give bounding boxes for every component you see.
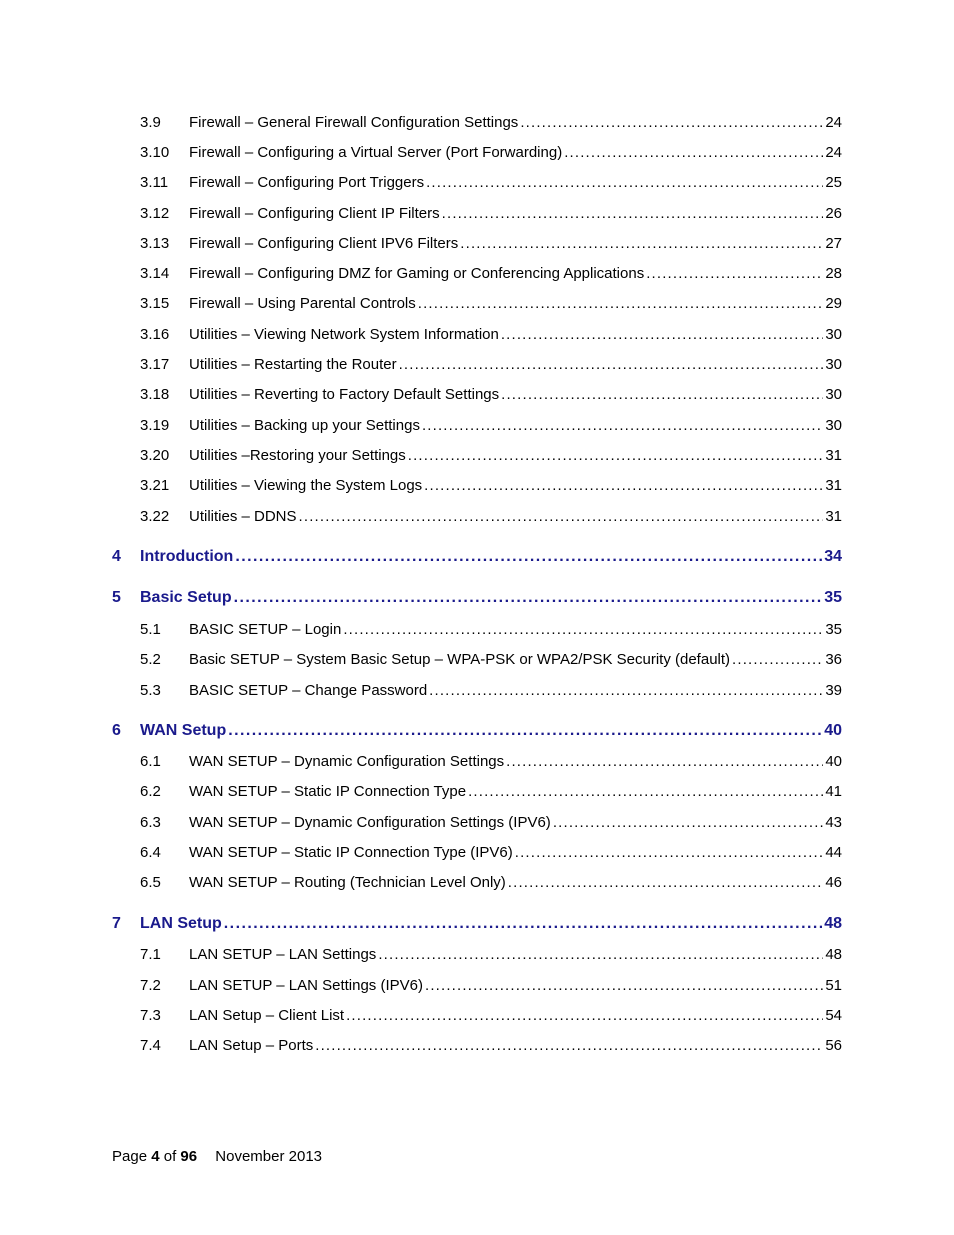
toc-subsection-entry[interactable]	[0, 974, 954, 998]
toc-entry-page-number: 35	[825, 621, 842, 638]
toc-entry-page-number: 29	[825, 295, 842, 312]
toc-entry-title: WAN SETUP – Static IP Connection Type (IPV6)	[189, 844, 513, 861]
toc-dot-leader	[520, 114, 823, 132]
toc-section-entry[interactable]	[0, 719, 954, 743]
toc-entry-page-number: 36	[825, 651, 842, 668]
toc-entry-page-number: 30	[825, 326, 842, 343]
toc-subsection-entry[interactable]	[0, 171, 954, 195]
toc-entry-page-number: 51	[825, 977, 842, 994]
toc-dot-leader	[460, 235, 823, 253]
toc-entry-title: LAN SETUP – LAN Settings (IPV6)	[189, 977, 423, 994]
toc-entry-number: 7.3	[140, 1007, 161, 1024]
toc-entry-line	[189, 205, 842, 223]
toc-subsection-entry[interactable]	[0, 262, 954, 286]
toc-entry-number: 7.4	[140, 1037, 161, 1054]
toc-subsection-entry[interactable]	[0, 232, 954, 256]
toc-entry-number: 7.1	[140, 946, 161, 963]
toc-entry-number: 6.1	[140, 753, 161, 770]
toc-entry-page-number: 43	[825, 814, 842, 831]
footer-page-total: 96	[180, 1148, 198, 1165]
toc-entry-line	[189, 326, 842, 344]
toc-subsection-entry[interactable]	[0, 1034, 954, 1058]
toc-entry-title: WAN SETUP – Dynamic Configuration Settings (IPV6)	[189, 814, 551, 831]
toc-entry-title: WAN SETUP – Static IP Connection Type	[189, 783, 467, 800]
toc-entry-number: 3.17	[140, 356, 170, 373]
toc-entry-page-number: 48	[825, 946, 842, 963]
toc-entry-page-number: 30	[825, 417, 842, 434]
toc-subsection-entry[interactable]	[0, 292, 954, 316]
toc-entry-page-number: 54	[825, 1007, 842, 1024]
toc-entry-number: 5.1	[140, 621, 161, 638]
toc-entry-page-number: 40	[825, 753, 842, 770]
toc-entry-line	[189, 174, 842, 192]
toc-entry-line	[189, 651, 842, 669]
toc-dot-leader	[234, 589, 823, 607]
toc-entry-line	[189, 874, 842, 892]
toc-entry-line	[189, 386, 842, 404]
toc-entry-title: Firewall – Configuring Port Triggers	[189, 174, 425, 191]
toc-entry-number: 7.2	[140, 977, 161, 994]
toc-entry-title: Firewall – Using Parental Controls	[189, 295, 416, 312]
toc-dot-leader	[228, 722, 822, 740]
toc-section-entry[interactable]	[0, 586, 954, 610]
toc-entry-line	[140, 548, 842, 566]
toc-entry-title: BASIC SETUP – Login	[189, 621, 342, 638]
toc-entry-page-number: 30	[825, 356, 842, 373]
toc-dot-leader	[418, 295, 824, 313]
toc-entry-title: WAN SETUP – Routing (Technician Level Only)	[189, 874, 506, 891]
toc-entry-number: 3.9	[140, 114, 161, 131]
toc-dot-leader	[378, 946, 823, 964]
toc-subsection-entry[interactable]	[0, 618, 954, 642]
toc-subsection-entry[interactable]	[0, 505, 954, 529]
toc-entry-title: Basic Setup	[140, 589, 232, 606]
toc-entry-number: 5.2	[140, 651, 161, 668]
toc-entry-number: 6	[112, 722, 121, 739]
toc-entry-line	[189, 783, 842, 801]
toc-entry-page-number: 26	[825, 205, 842, 222]
toc-entry-line	[189, 417, 842, 435]
toc-entry-title: Firewall – Configuring Client IPV6 Filters	[189, 235, 459, 252]
toc-entry-number: 5.3	[140, 682, 161, 699]
toc-entry-title: BASIC SETUP – Change Password	[189, 682, 428, 699]
toc-entry-line	[189, 144, 842, 162]
toc-entry-number: 3.19	[140, 417, 170, 434]
toc-entry-page-number: 39	[825, 682, 842, 699]
toc-entry-page-number: 25	[825, 174, 842, 191]
toc-dot-leader	[429, 682, 823, 700]
toc-entry-number: 7	[112, 915, 121, 932]
toc-subsection-entry[interactable]	[0, 383, 954, 407]
toc-entry-page-number: 40	[824, 722, 842, 739]
toc-entry-page-number: 24	[825, 144, 842, 161]
footer-page-prefix: Page	[112, 1148, 148, 1165]
toc-entry-number: 3.16	[140, 326, 170, 343]
toc-entry-line	[189, 447, 842, 465]
toc-entry-number: 3.12	[140, 205, 170, 222]
toc-subsection-entry[interactable]	[0, 750, 954, 774]
toc-dot-leader	[224, 915, 822, 933]
toc-subsection-entry[interactable]	[0, 474, 954, 498]
toc-section-entry[interactable]	[0, 545, 954, 569]
footer-page-current: 4	[151, 1148, 160, 1165]
toc-dot-leader	[515, 844, 824, 862]
toc-subsection-entry[interactable]	[0, 811, 954, 835]
toc-subsection-entry[interactable]	[0, 353, 954, 377]
toc-entry-line	[140, 589, 842, 607]
toc-entry-number: 6.4	[140, 844, 161, 861]
toc-dot-leader	[399, 356, 824, 374]
toc-dot-leader	[553, 814, 824, 832]
toc-dot-leader	[501, 386, 823, 404]
toc-entry-title: LAN Setup – Client List	[189, 1007, 345, 1024]
toc-dot-leader	[468, 783, 823, 801]
toc-section-entry[interactable]	[0, 912, 954, 936]
toc-entry-page-number: 44	[825, 844, 842, 861]
toc-dot-leader	[343, 621, 823, 639]
toc-entry-line	[189, 235, 842, 253]
toc-entry-page-number: 31	[825, 477, 842, 494]
toc-entry-title: Utilities – Backing up your Settings	[189, 417, 420, 434]
toc-entry-page-number: 28	[825, 265, 842, 282]
toc-dot-leader	[501, 326, 823, 344]
toc-entry-number: 3.18	[140, 386, 170, 403]
toc-entry-title: Introduction	[140, 548, 234, 565]
toc-subsection-entry[interactable]	[0, 841, 954, 865]
toc-entry-number: 4	[112, 548, 121, 565]
toc-entry-title: Utilities – Viewing Network System Information	[189, 326, 499, 343]
toc-entry-number: 6.5	[140, 874, 161, 891]
toc-entry-number: 5	[112, 589, 121, 606]
toc-entry-title: LAN Setup – Ports	[189, 1037, 314, 1054]
toc-entry-title: LAN Setup	[140, 915, 222, 932]
toc-entry-number: 6.3	[140, 814, 161, 831]
toc-entry-number: 3.13	[140, 235, 170, 252]
toc-entry-page-number: 30	[825, 386, 842, 403]
toc-subsection-entry[interactable]	[0, 943, 954, 967]
toc-entry-title: Firewall – Configuring a Virtual Server (Port Forwarding)	[189, 144, 563, 161]
toc-entry-number: 3.15	[140, 295, 170, 312]
toc-entry-page-number: 31	[825, 447, 842, 464]
toc-entry-page-number: 24	[825, 114, 842, 131]
toc-entry-title: Utilities – Viewing the System Logs	[189, 477, 423, 494]
toc-entry-page-number: 46	[825, 874, 842, 891]
toc-entry-line	[189, 844, 842, 862]
toc-entry-page-number: 35	[824, 589, 842, 606]
footer-date: November 2013	[215, 1148, 323, 1165]
toc-dot-leader	[564, 144, 823, 162]
toc-entry-line	[189, 356, 842, 374]
toc-entry-line	[189, 753, 842, 771]
toc-entry-number: 3.22	[140, 508, 170, 525]
toc-entry-line	[189, 1037, 842, 1055]
toc-subsection-entry[interactable]	[0, 141, 954, 165]
toc-entry-line	[189, 814, 842, 832]
toc-subsection-entry[interactable]	[0, 780, 954, 804]
toc-entry-number: 3.20	[140, 447, 170, 464]
toc-dot-leader	[315, 1037, 823, 1055]
toc-subsection-entry[interactable]	[0, 323, 954, 347]
toc-dot-leader	[299, 508, 824, 526]
toc-entry-title: Basic SETUP – System Basic Setup – WPA-PSK or WPA2/PSK Security (default)	[189, 651, 731, 668]
toc-subsection-entry[interactable]	[0, 1004, 954, 1028]
toc-entry-title: Utilities – Reverting to Factory Default Settings	[189, 386, 500, 403]
toc-subsection-entry[interactable]	[0, 202, 954, 226]
toc-entry-number: 3.11	[140, 174, 169, 191]
toc-subsection-entry[interactable]	[0, 414, 954, 438]
toc-subsection-entry[interactable]	[0, 679, 954, 703]
toc-entry-page-number: 48	[824, 915, 842, 932]
toc-entry-line	[140, 722, 842, 740]
toc-entry-line	[189, 977, 842, 995]
toc-dot-leader	[426, 174, 823, 192]
toc-dot-leader	[508, 874, 824, 892]
toc-entry-title: Firewall – Configuring Client IP Filters	[189, 205, 440, 222]
toc-entry-line	[189, 295, 842, 313]
toc-entry-title: Utilities –Restoring your Settings	[189, 447, 406, 464]
toc-entry-line	[189, 1007, 842, 1025]
toc-entry-title: Utilities – DDNS	[189, 508, 297, 525]
toc-entry-page-number: 34	[824, 548, 842, 565]
toc-dot-leader	[422, 417, 823, 435]
toc-entry-page-number: 56	[825, 1037, 842, 1054]
toc-entry-line	[189, 114, 842, 132]
toc-entry-number: 3.10	[140, 144, 170, 161]
toc-entry-line	[189, 508, 842, 526]
toc-dot-leader	[646, 265, 823, 283]
toc-dot-leader	[442, 205, 824, 223]
toc-entry-title: Firewall – General Firewall Configuration Settings	[189, 114, 519, 131]
toc-entry-line	[189, 946, 842, 964]
toc-entry-page-number: 31	[825, 508, 842, 525]
toc-entry-title: LAN SETUP – LAN Settings	[189, 946, 377, 963]
toc-entry-title: Firewall – Configuring DMZ for Gaming or Conferencing Applications	[189, 265, 645, 282]
toc-dot-leader	[506, 753, 823, 771]
toc-subsection-entry[interactable]	[0, 111, 954, 135]
toc-entry-number: 3.21	[140, 477, 170, 494]
toc-entry-line	[189, 477, 842, 495]
toc-subsection-entry[interactable]	[0, 444, 954, 468]
toc-dot-leader	[424, 477, 823, 495]
toc-entry-line	[140, 915, 842, 933]
toc-entry-title: WAN Setup	[140, 722, 227, 739]
toc-entry-number: 3.14	[140, 265, 170, 282]
toc-dot-leader	[732, 651, 823, 669]
toc-entry-line	[189, 621, 842, 639]
toc-subsection-entry[interactable]	[0, 648, 954, 672]
toc-dot-leader	[235, 548, 822, 566]
toc-dot-leader	[346, 1007, 823, 1025]
toc-dot-leader	[425, 977, 823, 995]
footer-page-of: of	[163, 1148, 177, 1165]
toc-entry-title: Utilities – Restarting the Router	[189, 356, 397, 373]
toc-entry-number: 6.2	[140, 783, 161, 800]
toc-entry-page-number: 27	[825, 235, 842, 252]
toc-entry-line	[189, 682, 842, 700]
toc-dot-leader	[408, 447, 824, 465]
toc-entry-title: WAN SETUP – Dynamic Configuration Settings	[189, 753, 505, 770]
toc-entry-line	[189, 265, 842, 283]
toc-entry-page-number: 41	[825, 783, 842, 800]
toc-subsection-entry[interactable]	[0, 871, 954, 895]
page-footer	[112, 1148, 322, 1165]
